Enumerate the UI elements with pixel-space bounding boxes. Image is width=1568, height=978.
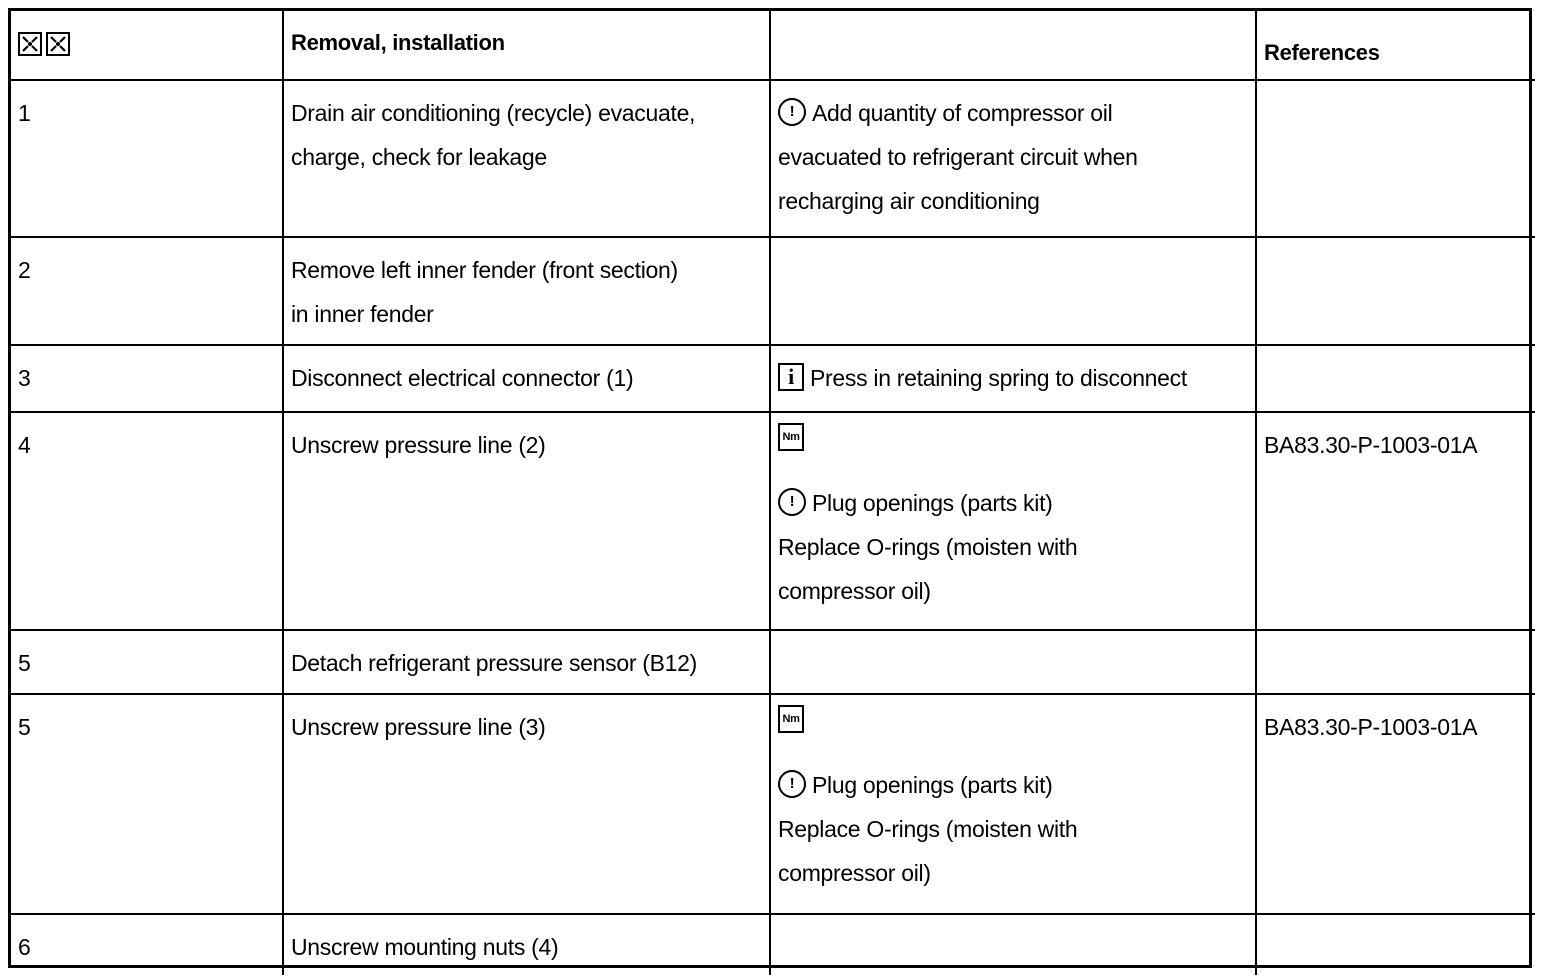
action-line: Drain air conditioning (recycle) evacuate, — [291, 100, 696, 126]
torque-nm-icon: Nm — [778, 705, 804, 733]
step-notes — [770, 914, 1256, 975]
step-reference — [1256, 630, 1535, 694]
info-icon: i — [778, 363, 804, 391]
note-line: ! Plug openings (parts kit) — [778, 763, 1247, 807]
action-line: Detach refrigerant pressure sensor (B12) — [291, 650, 698, 676]
step-number: 1 — [11, 80, 283, 237]
step-reference — [1256, 345, 1535, 412]
step-action — [283, 694, 770, 914]
table-row — [11, 412, 1535, 630]
step-notes — [770, 80, 1256, 237]
step-notes — [770, 237, 1256, 345]
note-line: Replace O-rings (moisten with — [778, 534, 1078, 560]
table-row — [11, 630, 1535, 694]
table-row — [11, 237, 1535, 345]
caution-note-icon: ! — [778, 488, 806, 516]
procedure-document — [8, 8, 1532, 968]
step-action — [283, 237, 770, 345]
table-row — [11, 345, 1535, 412]
action-line: Remove left inner fender (front section) — [291, 257, 678, 283]
step-reference — [1256, 80, 1535, 237]
step-number: 5 — [11, 694, 283, 914]
table-header-row — [11, 11, 1535, 80]
step-reference — [1256, 914, 1535, 975]
table-row — [11, 914, 1535, 975]
action-line: Unscrew pressure line (3) — [291, 714, 546, 740]
step-number: 5 — [11, 630, 283, 694]
step-reference: BA83.30-P-1003-01A — [1256, 694, 1535, 914]
note-line: i Press in retaining spring to disconnect — [778, 356, 1247, 400]
procedure-table — [11, 11, 1535, 975]
header-icons-cell — [11, 11, 283, 80]
action-line: Disconnect electrical connector (1) — [291, 365, 634, 391]
note-line: Replace O-rings (moisten with — [778, 816, 1078, 842]
step-number: 4 — [11, 412, 283, 630]
special-tool-icon — [46, 32, 70, 56]
torque-line — [778, 705, 1247, 763]
torque-line — [778, 423, 1247, 481]
note-line: recharging air conditioning — [778, 188, 1040, 214]
step-action — [283, 80, 770, 237]
action-line: Unscrew pressure line (2) — [291, 432, 546, 458]
note-line: ! Plug openings (parts kit) — [778, 481, 1247, 525]
header-removal-installation: Removal, installation — [283, 11, 770, 80]
action-line: in inner fender — [291, 301, 434, 327]
header-references: References — [1256, 11, 1535, 80]
step-number: 2 — [11, 237, 283, 345]
step-action — [283, 630, 770, 694]
note-line: evacuated to refrigerant circuit when — [778, 144, 1138, 170]
header-notes — [770, 11, 1256, 80]
caution-note-icon: ! — [778, 98, 806, 126]
action-line: charge, check for leakage — [291, 144, 547, 170]
caution-note-icon: ! — [778, 770, 806, 798]
step-action — [283, 412, 770, 630]
torque-nm-icon: Nm — [778, 423, 804, 451]
step-number: 6 — [11, 914, 283, 975]
step-reference: BA83.30-P-1003-01A — [1256, 412, 1535, 630]
step-action — [283, 345, 770, 412]
step-notes — [770, 345, 1256, 412]
step-reference — [1256, 237, 1535, 345]
step-action — [283, 914, 770, 975]
table-row — [11, 80, 1535, 237]
note-line: compressor oil) — [778, 578, 931, 604]
note-line: ! Add quantity of compressor oil — [778, 91, 1247, 135]
step-notes — [770, 412, 1256, 630]
special-tool-icon — [18, 32, 42, 56]
action-line: Unscrew mounting nuts (4) — [291, 934, 559, 960]
step-number: 3 — [11, 345, 283, 412]
note-line: compressor oil) — [778, 860, 931, 886]
step-notes — [770, 694, 1256, 914]
step-notes — [770, 630, 1256, 694]
table-row — [11, 694, 1535, 914]
